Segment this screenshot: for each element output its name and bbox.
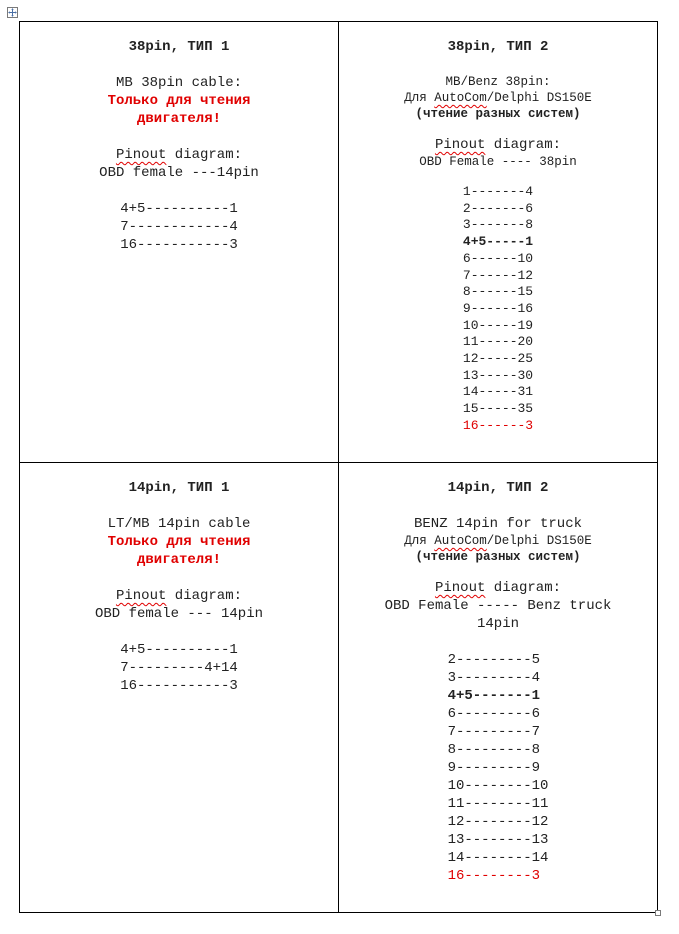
pinout-heading <box>20 587 338 605</box>
cell-14pin-type2[interactable] <box>339 463 658 913</box>
pin-row: 3---------4 <box>447 670 540 686</box>
cell-title: 14pin, ТИП 1 <box>128 480 230 496</box>
pinout-heading <box>339 136 657 154</box>
pin-row: 10-----19 <box>462 317 534 333</box>
pin-row: 12-----25 <box>462 351 534 367</box>
cable-name: LT/MB 14pin cable <box>107 516 251 532</box>
connector-spec: OBD Female ---- 38pin <box>419 155 577 169</box>
pin-row: 2---------5 <box>447 652 540 668</box>
brand-autocom: AutoCom <box>434 534 487 548</box>
pin-row: 10--------10 <box>447 778 549 794</box>
compatibility-line <box>339 90 657 106</box>
pin-row: 4+5----------1 <box>120 201 238 217</box>
for-rest: /Delphi DS150E <box>486 534 592 548</box>
pin-row: 7---------7 <box>447 724 540 740</box>
compatibility-line <box>339 533 657 549</box>
pin-row: 13-----30 <box>462 367 534 383</box>
pinout-table <box>19 21 658 913</box>
cable-name: MB 38pin cable: <box>115 75 243 91</box>
pin-row: 9------16 <box>462 300 534 316</box>
pin-row: 6------10 <box>462 250 534 266</box>
cell-38pin-type1[interactable] <box>20 22 339 463</box>
pin-row: 14--------14 <box>447 850 549 866</box>
pin-row: 13--------13 <box>447 832 549 848</box>
pinout-word: Pinout <box>115 588 167 604</box>
pin-row: 14-----31 <box>462 384 534 400</box>
pin-row: 3-------8 <box>462 217 534 233</box>
pin-list <box>463 184 533 435</box>
cable-name: MB/Benz 38pin: <box>445 75 551 89</box>
pin-row: 8---------8 <box>447 742 540 758</box>
warning-line-2: двигателя! <box>136 552 221 568</box>
pin-list <box>448 651 549 885</box>
connector-spec-cont: 14pin <box>476 616 519 632</box>
cell-title: 38pin, ТИП 2 <box>447 39 549 55</box>
pinout-heading <box>339 579 657 597</box>
cell-title: 38pin, ТИП 1 <box>128 39 230 55</box>
pinout-word: Pinout <box>115 147 167 163</box>
pinout-word: Pinout <box>434 580 486 596</box>
pin-list <box>120 641 238 695</box>
warning-line-2: двигателя! <box>136 111 221 127</box>
pin-row: 16-----------3 <box>120 678 238 694</box>
table-move-icon[interactable] <box>7 7 18 18</box>
pin-row: 9---------9 <box>447 760 540 776</box>
pin-row: 15-----35 <box>462 401 534 417</box>
for-rest: /Delphi DS150E <box>486 91 592 105</box>
cell-title: 14pin, ТИП 2 <box>447 480 549 496</box>
pin-row-highlight: 16--------3 <box>447 868 540 884</box>
warning-line-1: Только для чтения <box>107 534 251 550</box>
pin-row: 11-----20 <box>462 334 534 350</box>
cell-14pin-type1[interactable] <box>20 463 339 913</box>
pin-row: 16-----------3 <box>120 237 238 253</box>
pin-row: 7---------4+14 <box>120 660 238 676</box>
pin-row: 6---------6 <box>447 706 540 722</box>
pinout-rest: diagram: <box>485 137 562 153</box>
for-prefix: Для <box>404 91 435 105</box>
pinout-heading <box>20 146 338 164</box>
pinout-word: Pinout <box>434 137 486 153</box>
pinout-rest: diagram: <box>485 580 562 596</box>
pin-row: 4+5-------1 <box>447 688 540 704</box>
connector-spec: OBD female ---14pin <box>99 165 259 181</box>
pin-row: 12--------12 <box>447 814 549 830</box>
pinout-rest: diagram: <box>166 588 243 604</box>
connector-spec: OBD female --- 14pin <box>94 606 264 622</box>
pinout-rest: diagram: <box>166 147 243 163</box>
for-prefix: Для <box>404 534 435 548</box>
pin-row-highlight: 16------3 <box>462 417 534 433</box>
systems-note: (чтение разных систем) <box>415 550 581 564</box>
systems-note: (чтение разных систем) <box>415 107 581 121</box>
pin-list <box>120 200 238 254</box>
pin-row: 8------15 <box>462 284 534 300</box>
pin-row: 11--------11 <box>447 796 549 812</box>
table-resize-icon[interactable] <box>655 910 661 916</box>
pin-row: 7------------4 <box>120 219 238 235</box>
pin-row: 4+5-----1 <box>462 234 534 250</box>
cable-name: BENZ 14pin for truck <box>413 516 583 532</box>
brand-autocom: AutoCom <box>434 91 487 105</box>
pin-row: 4+5----------1 <box>120 642 238 658</box>
pin-row: 1-------4 <box>462 184 534 199</box>
cell-38pin-type2[interactable] <box>339 22 658 463</box>
pin-row: 7------12 <box>462 267 534 283</box>
pin-row: 2-------6 <box>462 200 534 216</box>
connector-spec: OBD Female ----- Benz truck <box>384 598 612 614</box>
warning-line-1: Только для чтения <box>107 93 251 109</box>
